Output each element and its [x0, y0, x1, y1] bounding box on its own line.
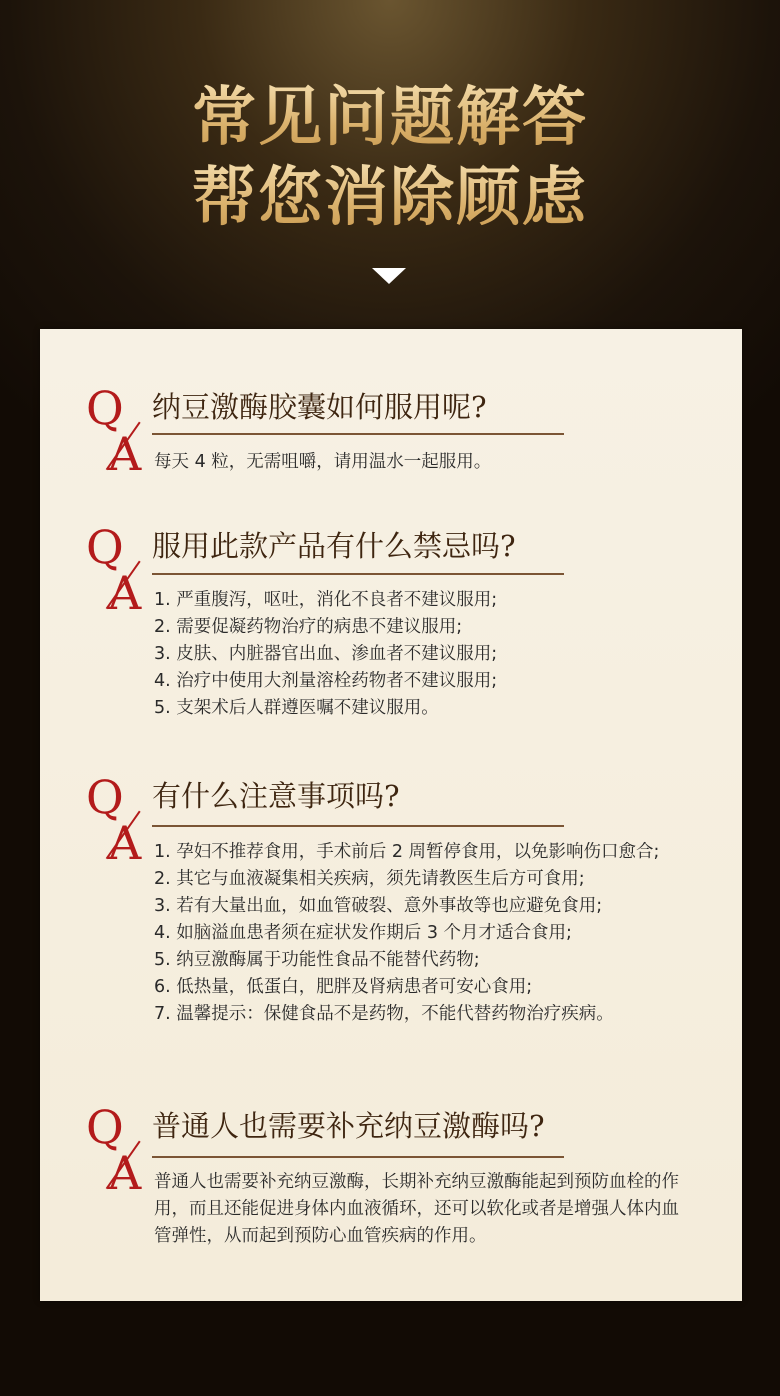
list-item: 1. 孕妇不推荐食用，手术前后 2 周暂停食用，以免影响伤口愈合;: [154, 842, 660, 862]
list-item: 4. 如脑溢血患者须在症状发作期后 3 个月才适合食用;: [154, 923, 572, 943]
list-item: 5. 纳豆激酶属于功能性食品不能替代药物;: [154, 950, 480, 970]
faq-question: 纳豆激酶胶囊如何服用呢?: [152, 390, 487, 424]
faq-answer: 普通人也需要补充纳豆激酶，长期补充纳豆激酶能起到预防血栓的作用，而且还能促进身体内血液循环，还可以软化或者是增强人体内血管弹性，从而起到预防心血管疾病的作用。: [154, 1172, 679, 1246]
qa-icon: Q A: [86, 1100, 142, 1200]
faq-question: 服用此款产品有什么禁忌吗?: [152, 529, 516, 563]
divider: [152, 1156, 564, 1158]
list-item: 1. 严重腹泻，呕吐，消化不良者不建议服用;: [154, 590, 498, 610]
list-item: 5. 支架术后人群遵医嘱不建议服用。: [154, 698, 439, 718]
list-item: 2. 其它与血液凝集相关疾病，须先请教医生后方可食用;: [154, 869, 585, 889]
list-item: 3. 皮肤、内脏器官出血、渗血者不建议服用;: [154, 644, 498, 664]
divider: [152, 433, 564, 435]
faq-answer: [154, 587, 714, 722]
list-item: 7. 温馨提示：保健食品不是药物，不能代替药物治疗疾病。: [154, 1004, 614, 1024]
qa-icon: Q A: [86, 520, 142, 620]
faq-answer: 每天 4 粒，无需咀嚼，请用温水一起服用。: [154, 452, 492, 472]
title-line-2: 帮您消除顾虑: [0, 158, 780, 238]
list-item: 4. 治疗中使用大剂量溶栓药物者不建议服用;: [154, 671, 498, 691]
chevron-down-icon: [372, 268, 406, 284]
faq-answer: [154, 839, 714, 1028]
qa-icon: Q A: [86, 770, 142, 870]
divider: [152, 825, 564, 827]
list-item: 6. 低热量，低蛋白，肥胖及肾病患者可安心食用;: [154, 977, 533, 997]
list-item: 2. 需要促凝药物治疗的病患不建议服用;: [154, 617, 463, 637]
divider: [152, 573, 564, 575]
faq-question: 普通人也需要补充纳豆激酶吗?: [152, 1109, 545, 1143]
list-item: 3. 若有大量出血，如血管破裂、意外事故等也应避免食用;: [154, 896, 603, 916]
qa-icon: Q A: [86, 381, 142, 481]
faq-card: [40, 329, 742, 1301]
title-line-1: 常见问题解答: [0, 78, 780, 158]
faq-question: 有什么注意事项吗?: [152, 779, 400, 813]
header: [0, 78, 780, 238]
